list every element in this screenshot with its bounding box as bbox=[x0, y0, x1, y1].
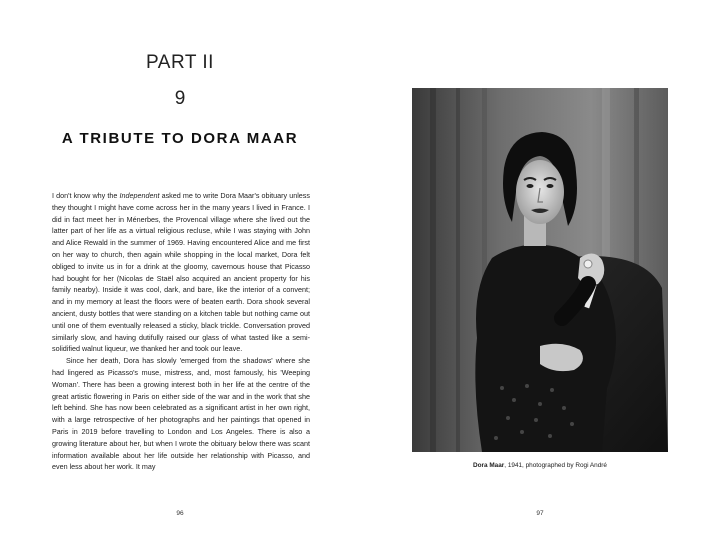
chapter-number: 9 bbox=[174, 88, 186, 109]
paragraph-2: Since her death, Dora has slowly 'emerged from the shadows' where she had lingered as Picasso's muse, mistress, and, most famously, his 'Weeping Woman'. There has been a growing interest both in her life at the centre of the great artistic flowering in Paris on either side of the war and in the work that she left behind. She has now been celebrated as a significant artist in her own right, with a large retrospective of her photographs and her paintings that opened in Paris in 2019 before travelling to London and Los Angeles. There is also a growing literature about her, but when I wrote the obituary below there was scant information available about her life outside her relationship with Picasso, and even less about her work. It may bbox=[52, 356, 310, 472]
caption-name: Dora Maar bbox=[473, 462, 505, 469]
photo-caption bbox=[360, 462, 720, 469]
portrait-image bbox=[412, 88, 668, 452]
part-label: PART II bbox=[146, 52, 214, 73]
chapter-title: A TRIBUTE TO DORA MAAR bbox=[61, 130, 299, 147]
paragraph-1-rest: asked me to write Dora Maar's obituary unless they thought I might have come across her in the many years I lived in France. I did in fact meet her in Ménerbes, the Provencal village where she lived out the latter part of her life as a virtual religious recluse, while I was staying with John and Alice Rewald in the summer of 1969. Having encountered Alice and me first on her way to church, then again while shopping in the local market, Dora felt obliged to invite us in for a drink at the gloomy, cavernous house that Picasso had bought for her (Nicolas de Staël also acquired an ancient property for his family nearby). Inside it was cool, dark, and bare, like the interior of a convent; and in my memory at least the floors were of beaten earth. Dora shook several ancient, dusty bottles that were standing on a kitchen table but nothing came out until one of them eventually released a sticky, black trickle. Conversation proved similarly slow, and having dutifully raised our glass of what tasted like a semi-solidified walnut liqueur, we thanked her and took our leave. bbox=[52, 191, 310, 354]
paragraph-1-start: I don't know why the bbox=[52, 191, 120, 200]
page-number-left: 96 bbox=[176, 510, 184, 517]
page-number-right: 97 bbox=[536, 510, 544, 517]
newspaper-title: Independent bbox=[119, 191, 160, 200]
right-page bbox=[360, 0, 720, 551]
body-text bbox=[52, 190, 310, 473]
portrait-photograph bbox=[412, 88, 668, 452]
caption-details: , 1941, photographed by Rogi André bbox=[504, 462, 607, 469]
paragraph-1 bbox=[52, 190, 310, 355]
